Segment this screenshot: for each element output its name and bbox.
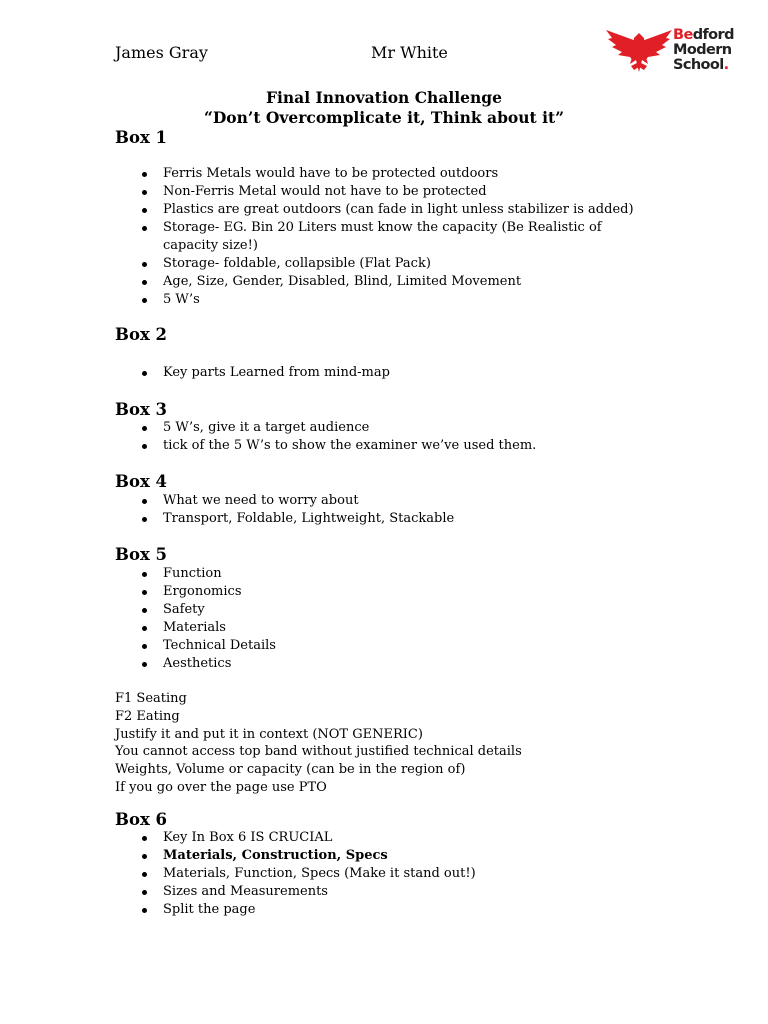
list-item: Materials, Function, Specs (Make it stand out!): [115, 865, 715, 883]
box3-list: [115, 419, 715, 455]
list-item: tick of the 5 W’s to show the examiner we’ve used them.: [115, 437, 715, 455]
list-item: Materials: [115, 619, 715, 637]
note-line: You cannot access top band without justified technical details: [115, 744, 522, 760]
logo-wordmark: Bedford Modern School.: [673, 27, 734, 73]
list-item: Key In Box 6 IS CRUCIAL: [115, 829, 715, 847]
list-item: Plastics are great outdoors (can fade in light unless stabilizer is added): [115, 201, 715, 219]
school-logo: [604, 28, 744, 78]
note-line: F1 Seating: [115, 691, 187, 706]
list-item: 5 W’s: [115, 291, 715, 309]
list-item: Non-Ferris Metal would not have to be protected: [115, 183, 715, 201]
note-line: Justify it and put it in context (NOT GENERIC): [115, 726, 423, 742]
list-item: Key parts Learned from mind-map: [115, 364, 715, 382]
teacher-name: Mr White: [371, 43, 448, 62]
list-item: Function: [115, 565, 715, 583]
page-title: Final Innovation Challenge: [266, 88, 502, 107]
note-line: F2 Eating: [115, 708, 180, 724]
box2-heading: Box 2: [115, 325, 168, 344]
list-item: Sizes and Measurements: [115, 883, 715, 901]
eagle-icon: [604, 28, 674, 78]
box5-heading: Box 5: [115, 545, 168, 564]
box4-list: [115, 492, 715, 528]
list-item: Materials, Construction, Specs: [115, 847, 715, 865]
list-item: What we need to worry about: [115, 492, 715, 510]
box4-heading: Box 4: [115, 472, 168, 491]
box1-heading: Box 1: [115, 128, 168, 147]
box3-heading: Box 3: [115, 400, 168, 419]
list-item-continuation: capacity size!): [163, 238, 258, 253]
page-subtitle: “Don’t Overcomplicate it, Think about it”: [203, 108, 565, 127]
list-item: Age, Size, Gender, Disabled, Blind, Limited Movement: [115, 273, 715, 291]
list-item: Transport, Foldable, Lightweight, Stackable: [115, 510, 715, 528]
box2-list: [115, 364, 715, 382]
note-line: If you go over the page use PTO: [115, 779, 327, 795]
list-item: Ferris Metals would have to be protected outdoors: [115, 165, 715, 183]
list-item: 5 W’s, give it a target audience: [115, 419, 715, 437]
list-item: Ergonomics: [115, 583, 715, 601]
list-item: Storage- EG. Bin 20 Liters must know the capacity (Be Realistic of: [115, 219, 715, 237]
list-item: Technical Details: [115, 637, 715, 655]
box6-heading: Box 6: [115, 810, 168, 829]
box6-list: [115, 829, 715, 919]
box1-list: [115, 165, 715, 309]
box5-list: [115, 565, 715, 673]
student-name: James Gray: [115, 43, 208, 62]
list-item: Aesthetics: [115, 655, 715, 673]
list-item: Storage- foldable, collapsible (Flat Pack): [115, 255, 715, 273]
box5-notes: [115, 690, 522, 797]
note-line: Weights, Volume or capacity (can be in the region of): [115, 762, 466, 778]
list-item: Safety: [115, 601, 715, 619]
list-item: Split the page: [115, 901, 715, 919]
